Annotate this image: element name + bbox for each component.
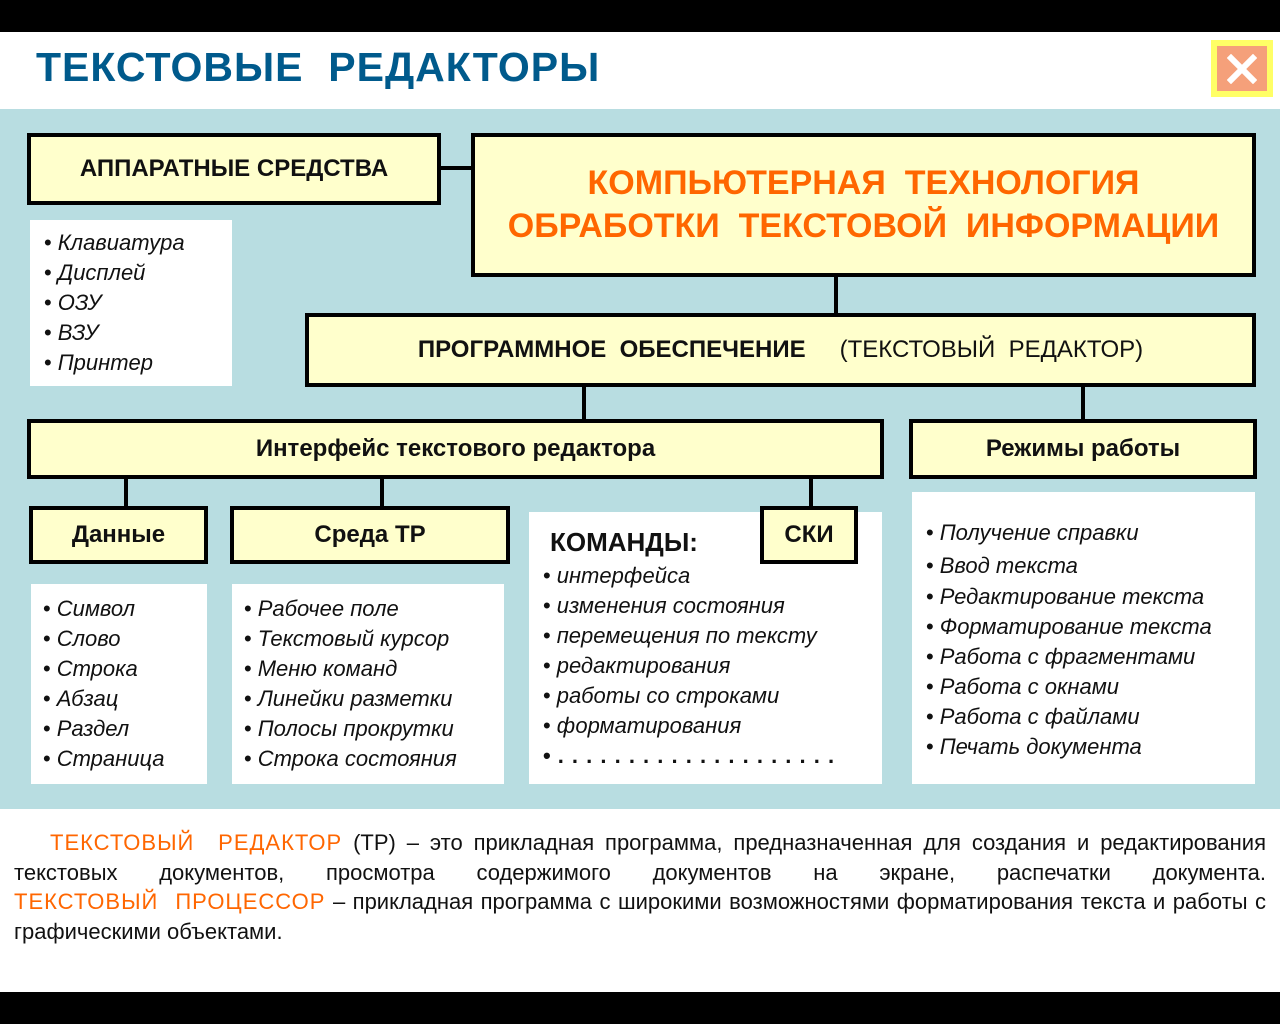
list-item: • Работа с окнами: [926, 674, 1255, 704]
list-item: • перемещения по тексту: [543, 623, 835, 653]
interface-label: Интерфейс текстового редактора: [255, 435, 656, 462]
list-item: • Страница: [43, 746, 207, 776]
connector-interface-env: [380, 478, 384, 508]
modes-label: Режимы работы: [985, 435, 1181, 462]
env-box: [230, 506, 510, 564]
list-item: • Символ: [43, 596, 207, 626]
list-item: • Раздел: [43, 716, 207, 746]
close-x-icon[interactable]: [1217, 46, 1267, 91]
list-item: • форматирования: [543, 713, 835, 743]
bottom-black-bar: [0, 992, 1280, 1024]
list-item: • Текстовый курсор: [244, 626, 504, 656]
hardware-list: [44, 230, 232, 380]
list-item: • редактирования: [543, 653, 835, 683]
list-item: • ОЗУ: [44, 290, 232, 320]
page-title: ТЕКСТОВЫЕ РЕДАКТОРЫ: [36, 44, 601, 90]
connector-interface-data: [124, 478, 128, 508]
list-item: • интерфейса: [543, 563, 835, 593]
close-button[interactable]: [1211, 40, 1273, 97]
list-item: • изменения состояния: [543, 593, 835, 623]
list-item: • Работа с файлами: [926, 704, 1255, 734]
commands-list: [543, 563, 835, 773]
modes-list-panel: [912, 492, 1255, 784]
list-item: • Получение справки: [926, 520, 1255, 553]
list-item: • Форматирование текста: [926, 614, 1255, 644]
software-label: ПРОГРАММНОЕ ОБЕСПЕЧЕНИЕ: [417, 336, 806, 363]
list-item: • Ввод текста: [926, 553, 1255, 584]
description-part2: – прикладная программа с широкими возможностями форматирования текста и работы с графическими объектами.: [14, 889, 1266, 944]
hardware-box: [27, 133, 441, 205]
data-box: [29, 506, 208, 564]
tech-title-line2: ОБРАБОТКИ ТЕКСТОВОЙ ИНФОРМАЦИИ: [507, 207, 1220, 245]
term-text-editor: ТЕКСТОВЫЙ РЕДАКТОР: [50, 830, 343, 855]
list-item-dots: • . . . . . . . . . . . . . . . . . . . .: [543, 743, 835, 773]
list-item: • Рабочее поле: [244, 596, 504, 626]
data-list: [43, 596, 207, 776]
connector-hardware-tech: [438, 166, 474, 170]
tech-title-line1: КОМПЬЮТЕРНАЯ ТЕХНОЛОГИЯ: [587, 164, 1140, 202]
list-item: • Меню команд: [244, 656, 504, 686]
ski-box: [760, 506, 858, 564]
list-item: • Редактирование текста: [926, 584, 1255, 614]
description-part1: (ТР) – это прикладная программа, предназначенная для создания и редактирования текстовых документов, просмотра содержимого документов на экране, распечатки документа.: [14, 830, 1266, 885]
data-list-panel: [31, 584, 207, 784]
modes-list: [926, 520, 1255, 764]
env-list: [244, 596, 504, 776]
list-item: • Линейки разметки: [244, 686, 504, 716]
connector-tech-software: [834, 276, 838, 314]
list-item: • работы со строками: [543, 683, 835, 713]
env-list-panel: [232, 584, 504, 784]
list-item: • Клавиатура: [44, 230, 232, 260]
connector-software-interface: [582, 386, 586, 420]
data-label: Данные: [71, 521, 166, 548]
connector-interface-ski: [809, 478, 813, 508]
list-item: • Дисплей: [44, 260, 232, 290]
list-item: • Строка: [43, 656, 207, 686]
software-sub: (ТЕКСТОВЫЙ РЕДАКТОР): [839, 336, 1144, 363]
list-item: • Полосы прокрутки: [244, 716, 504, 746]
env-label: Среда ТР: [314, 521, 426, 548]
list-item: • Принтер: [44, 350, 232, 380]
tech-box: [471, 133, 1256, 277]
list-item: • ВЗУ: [44, 320, 232, 350]
hardware-label: АППАРАТНЫЕ СРЕДСТВА: [79, 155, 389, 182]
modes-box: [909, 419, 1257, 479]
list-item: • Печать документа: [926, 734, 1255, 764]
software-box: [305, 313, 1256, 387]
top-black-bar: [0, 0, 1280, 32]
hardware-list-panel: [30, 220, 232, 386]
list-item: • Абзац: [43, 686, 207, 716]
list-item: • Слово: [43, 626, 207, 656]
commands-label: КОМАНДЫ:: [550, 527, 698, 557]
list-item: • Строка состояния: [244, 746, 504, 776]
ski-label: СКИ: [784, 521, 834, 548]
list-item: • Работа с фрагментами: [926, 644, 1255, 674]
interface-box: [27, 419, 884, 479]
description-text: [14, 828, 1266, 946]
connector-software-modes: [1081, 386, 1085, 420]
term-text-processor: ТЕКСТОВЫЙ ПРОЦЕССОР: [14, 889, 326, 914]
